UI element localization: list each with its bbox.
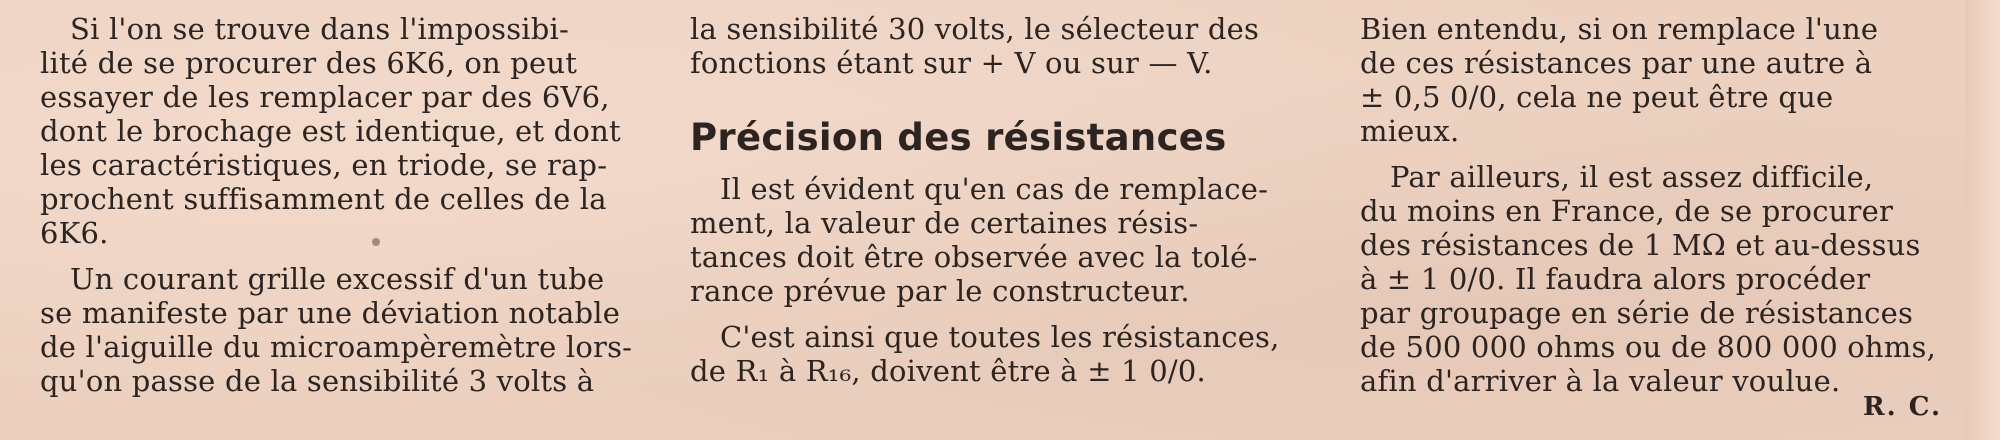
text-line: afin d'arriver à la valeur voulue. <box>1360 364 1841 398</box>
text-column-2 <box>690 12 1280 388</box>
text-line: essayer de les remplacer par des 6V6, <box>40 80 610 114</box>
text-line: Un courant grille excessif d'un tube <box>70 262 605 296</box>
page-edge <box>1965 0 2000 440</box>
text-line: Il est évident qu'en cas de remplace- <box>720 172 1269 206</box>
text-line: les caractéristiques, en triode, se rap- <box>40 148 608 182</box>
text-line: qu'on passe de la sensibilité 3 volts à <box>40 364 595 398</box>
text-line: dont le brochage est identique, et dont <box>40 114 621 148</box>
text-line: Bien entendu, si on remplace l'une <box>1360 12 1879 46</box>
text-line: la sensibilité 30 volts, le sélecteur des <box>690 12 1260 46</box>
text-line: de 500 000 ohms ou de 800 000 ohms, <box>1360 330 1936 364</box>
text-line: du moins en France, de se procurer <box>1360 194 1894 228</box>
text-line: par groupage en série de résistances <box>1360 296 1914 330</box>
text-line: se manifeste par une déviation notable <box>40 296 621 330</box>
text-line: tances doit être observée avec la tolé- <box>690 240 1258 274</box>
text-line: des résistances de 1 MΩ et au-dessus <box>1360 228 1921 262</box>
text-column-1 <box>40 12 633 398</box>
text-column-3 <box>1360 12 1960 398</box>
text-line: de R₁ à R₁₆, doivent être à ± 1 0/0. <box>690 354 1206 388</box>
author-signature: R. C. <box>1863 392 1942 422</box>
section-heading: Précision des résistances <box>690 116 1227 159</box>
text-line: Si l'on se trouve dans l'impossibi- <box>70 12 569 46</box>
text-line: C'est ainsi que toutes les résistances, <box>720 320 1280 354</box>
text-line: mieux. <box>1360 114 1460 148</box>
text-line: ment, la valeur de certaines résis- <box>690 206 1199 240</box>
text-line: de l'aiguille du microampèremètre lors- <box>40 330 633 364</box>
text-line: fonctions étant sur + V ou sur — V. <box>690 46 1213 80</box>
text-line: ± 0,5 0/0, cela ne peut être que <box>1360 80 1834 114</box>
text-line: lité de se procurer des 6K6, on peut <box>40 46 578 80</box>
text-line: Par ailleurs, il est assez difficile, <box>1390 160 1874 194</box>
text-line: 6K6. <box>40 216 109 250</box>
text-line: prochent suffisamment de celles de la <box>40 182 607 216</box>
text-line: à ± 1 0/0. Il faudra alors procéder <box>1360 262 1871 296</box>
text-line: de ces résistances par une autre à <box>1360 46 1873 80</box>
text-line: rance prévue par le constructeur. <box>690 274 1190 308</box>
